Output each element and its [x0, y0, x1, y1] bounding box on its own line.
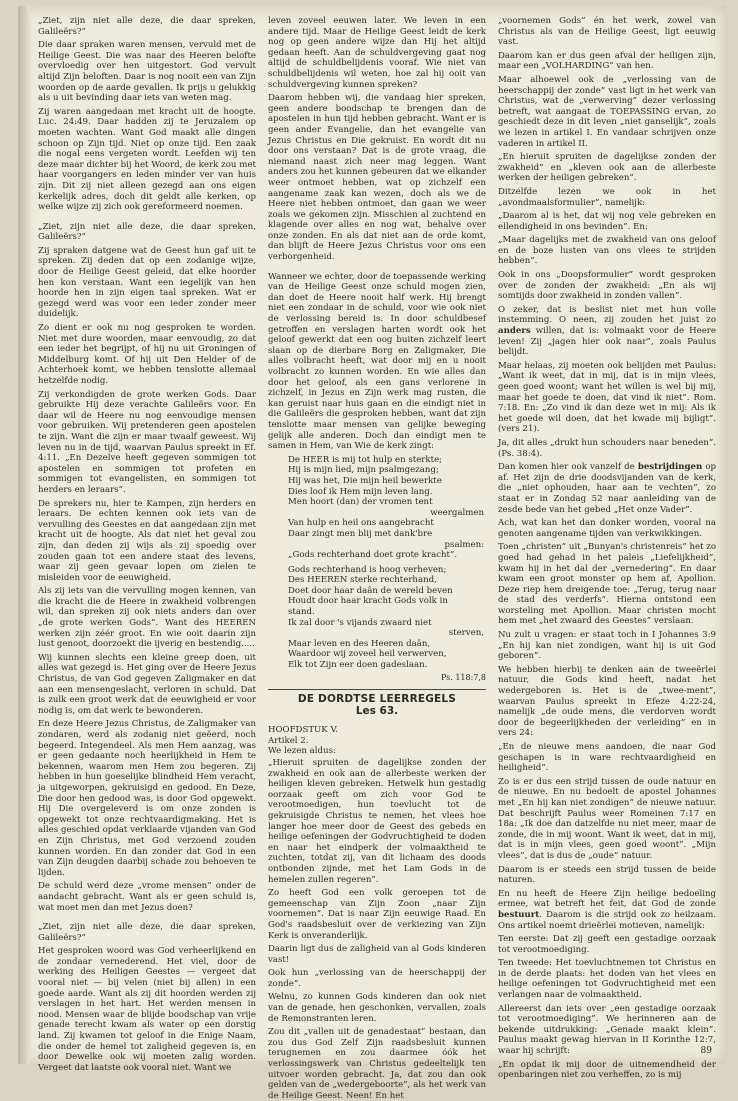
- page-gutter: [18, 6, 30, 1064]
- paragraph: Maar helaas, zij moeten ook belijden met Paulus: „Want ik weet, dat in mij, dat is in mijn vlees, geen goed woont; want het willen is wel bij mij, maar het goede te doen, dat vind ik niet”. Rom. 7:18. En: „Zo vind ik dan deze wet in mij: Als ik het goede wil doen, dat het kwade mij bijligt”. (vers 21).: [498, 360, 716, 435]
- paragraph: En nu heeft de Heere Zijn heilige bedoeling ermee, wat betreft het feit, dat God de zonde bestuurt. Daarom is die strijd ook zo heilzaam. Ons artikel noemt drieërlei motieven, namelijk:: [498, 888, 716, 931]
- psalm-line: stand.: [288, 607, 315, 618]
- page-number: 89: [700, 1046, 712, 1056]
- paragraph: leven zoveel eeuwen later. We leven in een andere tijd. Maar de Heilige Geest leidt de kerk nog op geen andere wijze dan Hij het altijd gedaan heeft. Aan de schuldvergeving gaat nog altijd de schuldbelijdenis vooraf. Wie niet van schuldbelijdenis wil weten, hoe zal hij ooit van schuldvergeving kunnen spreken?: [268, 16, 486, 90]
- paragraph: Ook in ons „Doopsformulier” wordt gesproken over de zonden der zwakheid: „En als wij somtijds door zwakheid in zonden vallen”.: [498, 270, 716, 302]
- psalm-line: Elk tot Zijn eer doen gadeslaan.: [288, 660, 428, 671]
- psalm-line: psalmen:: [444, 539, 484, 550]
- paragraph: Daarom kan er dus geen afval der heiligen zijn, maar een „VOLHARDING” van hen.: [498, 50, 716, 72]
- paragraph: We hebben hierbij te denken aan de tweeërlei natuur, die Gods kind heeft, nadat het wedergeboren is. Het is de „twee-ment”, waarvan Paulus spreekt in Efeze 4:22-24, namelijk „de oude mens, die verdorven wordt door de begeerlijkheden der verleiding” en in vers 24:: [498, 664, 716, 739]
- paragraph: „En de nieuwe mens aandoen, die naar God geschapen is in ware rechtvaardigheid en heiligheid”.: [498, 742, 716, 774]
- paragraph: Ten tweede: Het toevluchtnemen tot Christus en in de derde plaats: het doden van het vlees en heilige oefeningen tot Godvruchtigheid met een verlangen naar de volmaaktheid.: [498, 958, 716, 1001]
- paragraph: „Maar dagelijks met de zwakheid van ons geloof en de boze lusten van ons vlees te strijden hebben”.: [498, 235, 716, 267]
- psalm-line: De HEER is mij tot hulp en sterkte;: [288, 454, 443, 465]
- article-text: [268, 758, 486, 1101]
- paragraph: „En opdat ik mij door de uitnemendheid der openbaringen niet zou verheffen, zo is mij: [498, 1059, 716, 1081]
- paragraph: Ook hun „verlossing van de heerschappij der zonde”.: [268, 968, 486, 989]
- paragraph: Toen „christen” uit „Bunyan's christenreis” het zo goed had gehad in het paleis „Liefelijkheid”, kwam hij in het dal der „vernedering”. En daar kwam een groot monster op hem af, Apollion. Deze riep hem dreigende toe: „Terug, terug naar de stad des verderfs”. Hierna ontstond een worsteling met Apollion. Maar christen mocht hem met „het zwaard des Geestes” verslaan.: [498, 542, 716, 627]
- paragraph: „Ziet, zijn niet alle deze, die daar spreken, Galileërs?”: [38, 16, 256, 37]
- psalm-line: Gods rechterhand is hoog verheven;: [288, 564, 447, 575]
- paragraph: Ten eerste: Dat zij geeft een gestadige oorzaak tot verootmoediging.: [498, 934, 716, 955]
- article-label: Artikel 2.: [268, 735, 309, 746]
- paragraph: „Daarom al is het, dat wij nog vele gebreken en ellendigheid in ons bevinden”. En:: [498, 211, 716, 232]
- paragraph: O zeker, dat is beslist niet met hun volle instemming. O neen, zij zouden het juist zo anders willen, dat is: volmaakt voor de Heere leven! Zij „jagen hier ook naar”, zoals Paulus belijdt.: [498, 304, 716, 358]
- psalm-quote: [268, 455, 486, 683]
- column-left: [38, 16, 256, 1073]
- psalm-line: „Gods rechterhand doet grote kracht”.: [288, 550, 458, 561]
- psalm-reference: Ps. 118:7,8: [440, 672, 486, 682]
- paragraph: Zo is er dus een strijd tussen de oude natuur en de nieuwe. En nu bedoelt de apostel Johannes met „En hij kan niet zondigen” de nieuwe natuur. Dat beschrijft Paulus weer Romeinen 7:17 en 18a: „Ik doe dan datzelfde nu niet meer, maar de zonde, die in mij woont. Want ik weet, dat in mij, dat is in mijn vlees, geen goed woont”. „Mijn vlees”, dat is dus de „oude” natuur.: [498, 776, 716, 861]
- section-divider: [268, 689, 486, 690]
- paragraph: De sprekers nu, hier te Kampen, zijn herders en leraars. De echten kennen ook iets van de vervulling des Geestes en dat aangedaan zijn met kracht uit de hoogte. Als dat niet het geval zou zijn, dan deden zij wijs als zij spoedig over zouden gaan tot een andere staat des levens, waar zij geen gevaar lopen om zielen te misleiden voor de eeuwigheid.: [38, 498, 256, 583]
- paragraph: Daarin ligt dus de zaligheid van al Gods kinderen vast!: [268, 944, 486, 965]
- psalm-line: Maar leven en des Heeren daân,: [288, 638, 431, 649]
- paragraph: Wij kunnen slechts een kleine greep doen, uit alles wat gezegd is. Het ging over de Heere Jezus Christus, de van God gegeven Zaligmaker en dat aan een mensengeslacht, verloren in schuld. Dat is zulk een groot werk dat de eeuwigheid er voor nodig is, om dat werk te bewonderen.: [38, 652, 256, 716]
- paragraph: Dan komen hier ook vanzelf de bestrijdingen op af. Het zijn de drie doodsvijanden van de kerk, die „niet ophouden, haar aan te vechten”, zo staat er in Zondag 52 naar aanleiding van de zesde bede van het gebed „Het onze Vader”.: [498, 462, 716, 515]
- paragraph: Daarom is er steeds een strijd tussen de beide naturen.: [498, 864, 716, 886]
- paragraph: Zo heeft God een volk geroepen tot de gemeenschap van Zijn Zoon „naar Zijn voornemen”. Dat is naar Zijn eeuwige Raad. En God's raadsbesluit over de verkiezing van Zijn Kerk is onveranderlijk.: [268, 888, 486, 941]
- paragraph: Maar alhoewel ook de „verlossing van de heerschappij der zonde” vast ligt in het werk van Christus, wat de „verwerving” dezer verlossing betreft, wat aangaat de TOEPASSING ervan, zo geschiedt deze in dit leven „niet ganselijk”, zoals we lezen in artikel I. En vandaar schrijven onze vaderen in artikel II.: [498, 74, 716, 149]
- psalm-line: weergalmen: [430, 507, 484, 518]
- paragraph: Ja, dit alles „drukt hun schouders naar beneden”. (Ps. 38:4).: [498, 437, 716, 459]
- paragraph: Allereerst dan iets over „een gestadige oorzaak tot verootmoediging”. We herinneren aan de bekende uitdrukking: „Genade maakt klein”. Paulus maakt gewag hiervan in II Korinthe 12:7, waar hij schrijft:: [498, 1003, 716, 1057]
- psalm-line: Doet door haar daân de wereld beven: [288, 585, 453, 596]
- psalm-line: sterven,: [448, 628, 484, 639]
- psalm-line: Hij is mijn lied, mijn psalmgezang;: [288, 465, 439, 476]
- paragraph: Welnu, zo kunnen Gods kinderen dan ook niet van de genade, hen geschonken, vervallen, zoals de Remonstranten leren.: [268, 992, 486, 1024]
- paragraph: „En hieruit spruiten de dagelijkse zonden der zwakheid” en „kleven ook aan de allerbeste werken der heiligen gebreken”.: [498, 152, 716, 184]
- paragraph: Nu zult u vragen: er staat toch in I Johannes 3:9 „En hij kan niet zondigen, want hij is uit God geboren”.: [498, 630, 716, 662]
- paragraph: Ditzelfde lezen we ook in het „avondmaalsformulier”, namelijk:: [498, 186, 716, 208]
- psalm-line: Daar zingt men blij met dank'bre: [288, 528, 433, 539]
- paragraph: Zou dit „vallen uit de genadestaat” bestaan, dan zou dus God Zelf Zijn raadsbesluit kunnen terugnemen en zou daarmee óók het verlossingswerk van Christus gedeeltelijk ten uitvoer worden gebracht. Ja, dat zou dan ook gelden van de „wedergeboorte”, als het werk van de Heilige Geest. Neen! En het: [268, 1027, 486, 1101]
- magazine-page: [18, 6, 726, 1101]
- paragraph: En deze Heere Jezus Christus, de Zaligmaker van zondaren, werd als zodanig niet geëerd, noch begeerd. Integendeel. Als men Hem aanzag, was er geen gedaante noch heerlijkheid in Hem te bekennen, waarom men Hem zou begeren. Zij hebben in hun goeselijke blindheid Hem veracht, ja uitgeworpen, gekruisigd en gedood. En Deze, Die door hen gedood was, is door God opgewekt. Hij Die overgeleverd is om onze zonden is opgewekt tot onze rechtvaardigmaking. Het is alles geschied opdat verklaarde vijanden van God en Zijn Christus, met God verzoend zouden kunnen worden. En dan zonder dat God in een van Zijn deugden daarbij schade zou behoeven te lijden.: [38, 719, 256, 878]
- psalm-line: Waardoor wij zoveel heil verwerven,: [288, 649, 447, 660]
- psalm-line: Houdt door haar kracht Gods volk in: [288, 596, 448, 607]
- lesson-number: Les 63.: [355, 705, 399, 718]
- paragraph: Wanneer we echter, door de toepassende werking van de Heilige Geest onze schuld mogen zien, dan doet de Heere nooit half werk. Hij brengt niet een zondaar in de schuld, voor wie ook niet de verlossing bereid is. In door schuldbesef getroffen en verslagen harten wordt ook het geloof gewerkt dat een oog buiten zichzelf leert slaan op de dierbare Borg en Zaligmaker, Die alles volbracht heeft, wat door mij en u nooit volbracht zo kunnen worden. En wie alles dan door het geloof, als een gans verlorene in zichzelf, in Jezus en Zijn werk mag rusten, die kan geruist naar huis gaan en die eindigt niet in die Galileërs die gesproken hebben, want dat zijn tenslotte maar mensen van gelijke beweging gelijk alle anderen. Doch dan eindigt men te samen in Hem, van Wie de kerk zingt:: [268, 271, 486, 452]
- article-intro: We lezen aldus:: [268, 746, 336, 757]
- paragraph: Die daar spraken waren mensen, vervuld met de Heilige Geest. Die was naar des Heeren belofte overvloedig over hen uitgestort. God vervult altijd Zijn beloften. Daar is nog nooit een van Zijn woorden op de aarde gevallen. Ik prijs u gelukkig als u uit bevinding daar iets van weten mag.: [38, 40, 256, 104]
- paragraph: „Ziet, zijn niet alle deze, die daar spreken, Galileërs?”: [38, 221, 256, 243]
- chapter-label: HOOFDSTUK V.: [268, 725, 338, 736]
- paragraph: Zij waren aangedaan met kracht uit de hoogte. Luc. 24:49. Daar hadden zij te Jeruzalem op moeten wachten. Want God maakt alle dingen schoon op Zijn tijd. Niet op onze tijd. Een zaak die nogal eens vergeten wordt. Leefden wij ten deze maar dichter bij het Woord, de kerk zou met haar voorgangers en leden minder ver van huis zijn. Dit zij niet alleen gezegd aan ons eigen kerkelijk adres, doch dit geldt alle kerken, op welke wijze zij zich ook gereformeerd noemen.: [38, 106, 256, 213]
- paragraph: „Hieruit spruiten de dagelijkse zonden der zwakheid en ook aan de allerbeste werken der heiligen kleven gebreken. Hetwelk hun gestadig oorzaak geeft om zich voor God te verootmoedigen, hun toevlucht tot de gekruisigde Christus te nemen, het vlees hoe langer hoe meer door de Geest des gebeds en heilige oefeningen der Godvruchtigheid te doden en naar het eindperk der volmaaktheid te zuchten, totdat zij, van dit lichaam des doods ontbonden zijnde, met het Lam Gods in de hemelen zullen regeren”.: [268, 758, 486, 885]
- psalm-line: Ik zal door 's vijands zwaard niet: [288, 617, 432, 628]
- paragraph: Het gesproken woord was God verheerlijkend en de zondaar vernederend. Het viel, door de werking des Heiligen Geestes — vergeet dat vooral niet — bij velen (niet bij allen) in een goede aarde. Want als zij dit hoorden werden zij verslagen in het hart. Het werden mensen in nood. Mensen waar de blijde boodschap van vrije genade terecht kwam als water op een dorstig land. Zij kwamen tot geloof in die Enige Naam, die onder de hemel tot zaligheid gegeven is, en door Dewelke ook wij moeten zalig worden. Vergeet dat laatste ook vooral niet. Want we: [38, 946, 256, 1073]
- paragraph: „Ziet, zijn niet alle deze, die daar spreken, Galileërs?”: [38, 922, 256, 943]
- paragraph: Zij spraken datgene wat de Geest hun gaf uit te spreken. Zij deden dat op een zodanige wijze, door de Heilige Geest geleid, dat elke hoorder hen kon verstaan. Want een iegelijk van hen hoorde hen in zijn eigen taal spreken. Wat er gezegd werd was voor een ieder zonder meer duidelijk.: [38, 245, 256, 320]
- paragraph: Als zij iets van die vervulling mogen kennen, van die kracht die de Heere in zwakheid volbrengen wil, dan spreken zij ook niets anders dan over „de grote werken Gods”. Want des HEEREN werken zijn zéér groot. En wie ooit daarin zijn lust genoot, doorzoekt die ijverig en bestendig.....: [38, 586, 256, 650]
- paragraph: De schuld werd deze „vrome mensen” onder de aandacht gebracht. Want als er geen schuld is, wat moet men dan met Jezus doen?: [38, 881, 256, 913]
- paragraph: Daarom hebben wij, die vandaag hier spreken, geen andere boodschap te brengen dan de apostelen in hun tijd hebben gebracht. Want er is geen ander Evangelie, dan het evangelie van Jezus Christus en Die gekruist. En wordt dit nu door ons verstaan? Dat is de grote vraag, die niemand naast zich neer mag leggen. Want anders zou het kunnen gebeuren dat we elkander weer ontmoet hebben, wat op zichzelf een aangename zaak kan wezen, doch als we de Heere niet hebben ontmoet, dan gaan we weer zoals we gekomen zijn. Misschien al zuchtend en klagende over alles en nog wat, behalve over onze zonden. En als dat niet aan de orde komt, dan blijft de Heere Jezus Christus voor ons een verborgenheid.: [268, 93, 486, 263]
- psalm-line: Dies loof ik Hem mijn leven lang.: [288, 486, 433, 497]
- psalm-line: Hij was het, Die mijn heil bewerkte: [288, 475, 442, 486]
- paragraph: „voornemen Gods” én het werk, zowel van Christus als van de Heilige Geest, ligt eeuwig vast.: [498, 16, 716, 48]
- psalm-line: Des HEEREN sterke rechterhand,: [288, 575, 437, 586]
- sermon-continuation: [268, 16, 486, 452]
- psalm-line: Van hulp en heil ons aangebracht: [288, 518, 434, 529]
- psalm-line: Men hoort (dan) der vromen tent: [288, 497, 433, 508]
- paragraph: Ach, wat kan het dan donker worden, vooral na genoten aangename tijden van verkwikkingen.: [498, 518, 716, 539]
- paragraph: Zo dient er ook nu nog gesproken te worden. Niet met dure woorden, maar eenvoudig, zo dat een ieder het begrijpt, of hij nu uit Groningen of Middelburg komt. Of hij uit Den Helder of de Achterhoek komt, we hebben tenslotte allemaal hetzelfde nodig.: [38, 323, 256, 386]
- paragraph: Zij verkondigden de grote werken Gods. Daar gebruikte Hij deze verachte Galileërs voor. En daar wil de Heere nu nog eenvoudige mensen voor gebruiken. Wij pretenderen geen apostelen te zijn. Want die zijn er maar twaalf geweest. Wij leven nu in de tijd, waarvan Paulus spreekt in Ef. 4:11. „En Dezelve heeft gegeven sommigen tot apostelen en sommigen tot profeten en sommigen tot evangelisten, en sommigen tot herders en leraars”.: [38, 389, 256, 495]
- section-heading: DE DORDTSE LEERREGELS: [297, 693, 457, 706]
- column-right: [498, 16, 716, 1081]
- column-middle: [268, 16, 486, 1101]
